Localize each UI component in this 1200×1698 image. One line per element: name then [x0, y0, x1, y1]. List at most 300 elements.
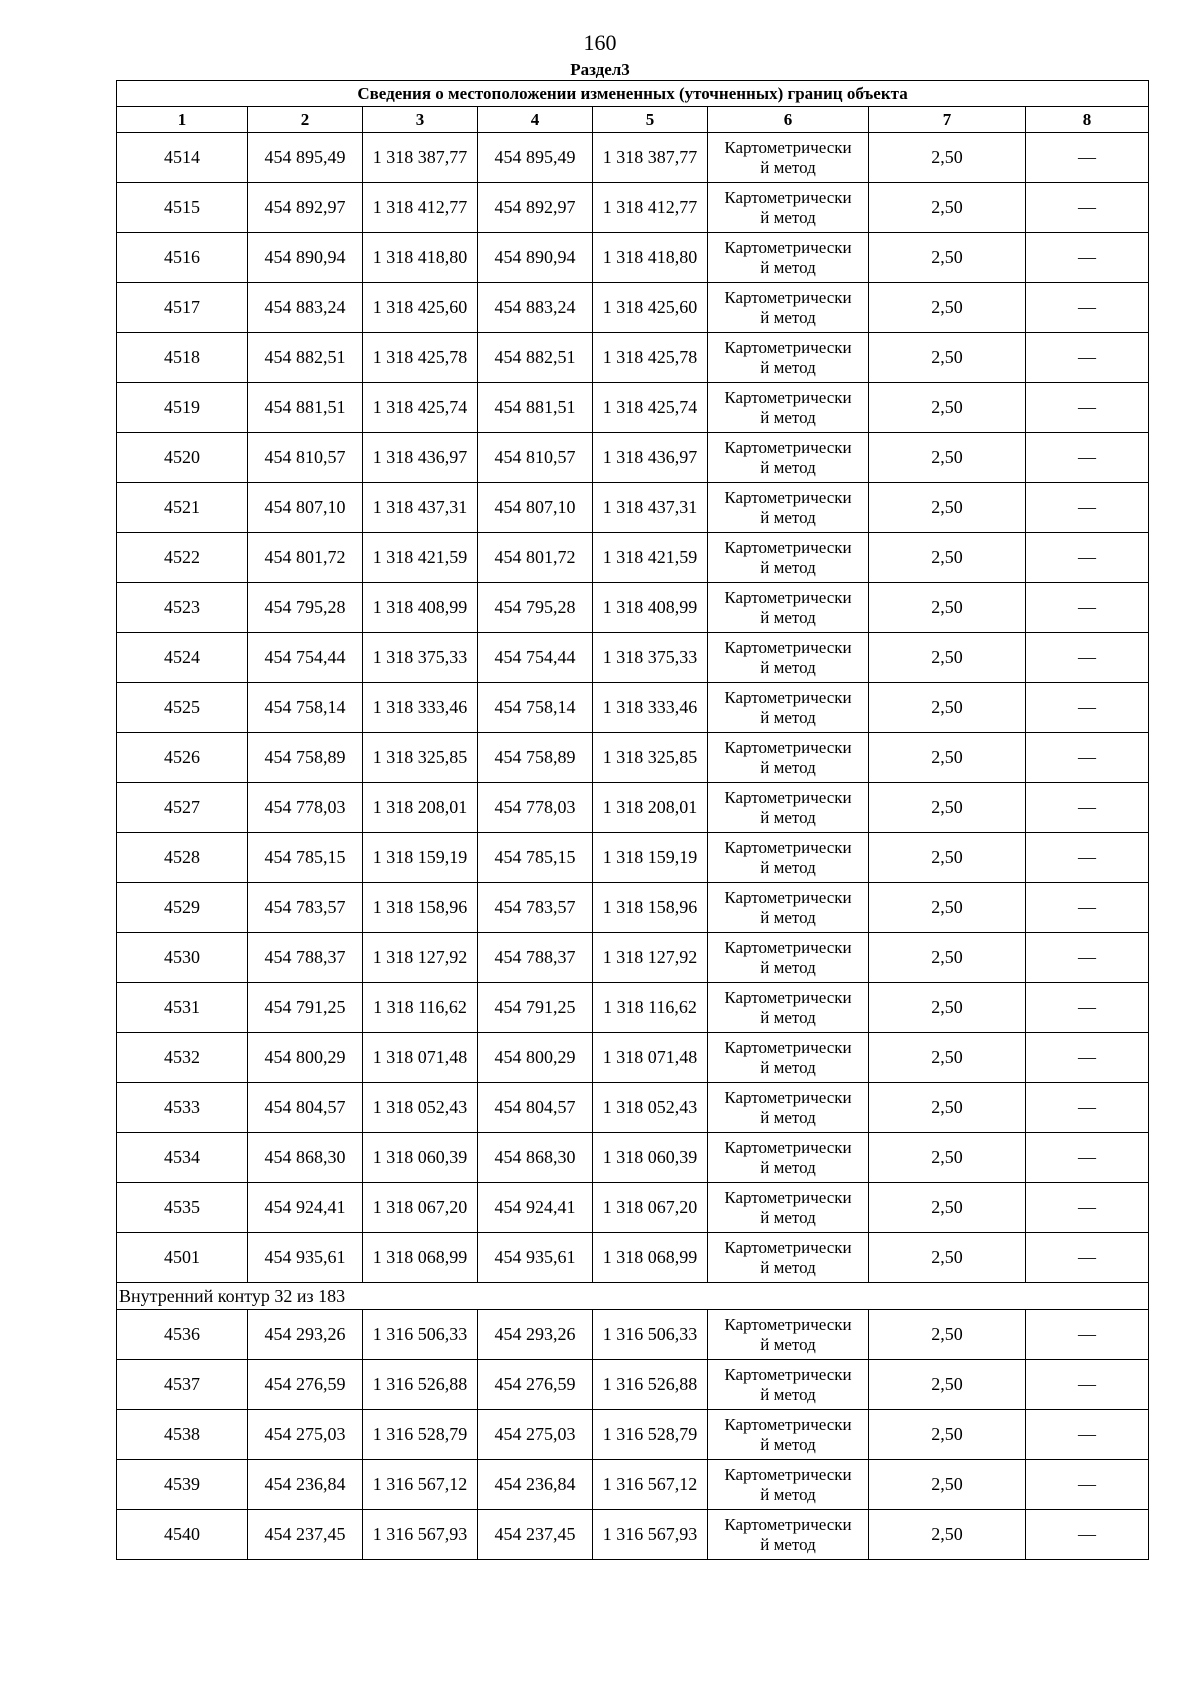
x-old-cell: 454 807,10	[248, 483, 363, 533]
point-number-cell: 4525	[117, 683, 248, 733]
x-old-cell: 454 758,89	[248, 733, 363, 783]
method-line-1: Картометрически	[724, 887, 852, 907]
note-cell: —	[1026, 683, 1149, 733]
note-cell: —	[1026, 433, 1149, 483]
y-old-cell: 1 318 408,99	[363, 583, 478, 633]
method-line-2: й метод	[760, 1484, 816, 1504]
method-line-2: й метод	[760, 407, 816, 427]
note-cell: —	[1026, 1233, 1149, 1283]
point-number-cell: 4540	[117, 1510, 248, 1560]
method-line-1: Картометрически	[724, 937, 852, 957]
table-title: Сведения о местоположении измененных (уточненных) границ объекта	[117, 81, 1149, 107]
table-row	[117, 1183, 1149, 1233]
method-line-1: Картометрически	[724, 1237, 852, 1257]
y-old-cell: 1 318 068,99	[363, 1233, 478, 1283]
y-old-cell: 1 318 418,80	[363, 233, 478, 283]
note-cell: —	[1026, 1510, 1149, 1560]
y-new-cell: 1 318 052,43	[593, 1083, 708, 1133]
x-new-cell: 454 236,84	[478, 1460, 593, 1510]
y-old-cell: 1 318 158,96	[363, 883, 478, 933]
note-cell: —	[1026, 283, 1149, 333]
point-number-cell: 4521	[117, 483, 248, 533]
method-line-1: Картометрически	[724, 1037, 852, 1057]
y-old-cell: 1 318 067,20	[363, 1183, 478, 1233]
method-line-2: й метод	[760, 607, 816, 627]
method-cell	[708, 383, 869, 433]
method-cell	[708, 583, 869, 633]
note-cell: —	[1026, 1183, 1149, 1233]
method-line-1: Картометрически	[724, 687, 852, 707]
x-old-cell: 454 935,61	[248, 1233, 363, 1283]
y-new-cell: 1 318 067,20	[593, 1183, 708, 1233]
x-new-cell: 454 791,25	[478, 983, 593, 1033]
y-new-cell: 1 318 408,99	[593, 583, 708, 633]
method-line-2: й метод	[760, 757, 816, 777]
method-cell	[708, 833, 869, 883]
x-new-cell: 454 882,51	[478, 333, 593, 383]
note-cell: —	[1026, 1033, 1149, 1083]
method-line-2: й метод	[760, 157, 816, 177]
accuracy-cell: 2,50	[869, 233, 1026, 283]
table-row	[117, 1133, 1149, 1183]
table-row	[117, 1360, 1149, 1410]
x-new-cell: 454 754,44	[478, 633, 593, 683]
point-number-cell: 4537	[117, 1360, 248, 1410]
y-new-cell: 1 316 567,12	[593, 1460, 708, 1510]
y-old-cell: 1 318 425,74	[363, 383, 478, 433]
x-old-cell: 454 890,94	[248, 233, 363, 283]
note-cell: —	[1026, 333, 1149, 383]
note-cell: —	[1026, 1410, 1149, 1460]
y-old-cell: 1 318 436,97	[363, 433, 478, 483]
method-cell	[708, 1083, 869, 1133]
point-number-cell: 4529	[117, 883, 248, 933]
x-old-cell: 454 795,28	[248, 583, 363, 633]
method-cell	[708, 433, 869, 483]
method-line-2: й метод	[760, 1107, 816, 1127]
x-new-cell: 454 807,10	[478, 483, 593, 533]
method-line-2: й метод	[760, 1207, 816, 1227]
method-cell	[708, 1310, 869, 1360]
method-cell	[708, 1460, 869, 1510]
x-new-cell: 454 795,28	[478, 583, 593, 633]
coordinates-table	[116, 80, 1149, 1560]
accuracy-cell: 2,50	[869, 1510, 1026, 1560]
y-new-cell: 1 316 526,88	[593, 1360, 708, 1410]
x-new-cell: 454 801,72	[478, 533, 593, 583]
x-new-cell: 454 785,15	[478, 833, 593, 883]
x-new-cell: 454 883,24	[478, 283, 593, 333]
x-old-cell: 454 801,72	[248, 533, 363, 583]
y-new-cell: 1 318 421,59	[593, 533, 708, 583]
y-new-cell: 1 318 425,74	[593, 383, 708, 433]
accuracy-cell: 2,50	[869, 433, 1026, 483]
x-old-cell: 454 788,37	[248, 933, 363, 983]
y-new-cell: 1 318 425,60	[593, 283, 708, 333]
note-cell: —	[1026, 1083, 1149, 1133]
method-line-1: Картометрически	[724, 237, 852, 257]
note-cell: —	[1026, 783, 1149, 833]
method-cell	[708, 183, 869, 233]
method-line-2: й метод	[760, 1257, 816, 1277]
table-row	[117, 933, 1149, 983]
method-cell	[708, 333, 869, 383]
note-cell: —	[1026, 533, 1149, 583]
accuracy-cell: 2,50	[869, 983, 1026, 1033]
method-cell	[708, 683, 869, 733]
method-line-2: й метод	[760, 507, 816, 527]
x-new-cell: 454 237,45	[478, 1510, 593, 1560]
accuracy-cell: 2,50	[869, 1460, 1026, 1510]
accuracy-cell: 2,50	[869, 733, 1026, 783]
note-cell: —	[1026, 1133, 1149, 1183]
note-cell: —	[1026, 583, 1149, 633]
table-row	[117, 1310, 1149, 1360]
method-cell	[708, 483, 869, 533]
point-number-cell: 4522	[117, 533, 248, 583]
column-number-header: 6	[708, 107, 869, 133]
column-number-header: 7	[869, 107, 1026, 133]
method-cell	[708, 1183, 869, 1233]
method-line-1: Картометрически	[724, 287, 852, 307]
y-new-cell: 1 316 506,33	[593, 1310, 708, 1360]
y-new-cell: 1 318 375,33	[593, 633, 708, 683]
x-new-cell: 454 890,94	[478, 233, 593, 283]
column-numbers-row	[117, 107, 1149, 133]
x-old-cell: 454 881,51	[248, 383, 363, 433]
method-line-2: й метод	[760, 957, 816, 977]
point-number-cell: 4535	[117, 1183, 248, 1233]
x-old-cell: 454 868,30	[248, 1133, 363, 1183]
point-number-cell: 4520	[117, 433, 248, 483]
x-old-cell: 454 275,03	[248, 1410, 363, 1460]
table-row	[117, 733, 1149, 783]
x-new-cell: 454 800,29	[478, 1033, 593, 1083]
y-old-cell: 1 318 437,31	[363, 483, 478, 533]
point-number-cell: 4515	[117, 183, 248, 233]
method-cell	[708, 733, 869, 783]
y-old-cell: 1 318 412,77	[363, 183, 478, 233]
y-old-cell: 1 318 208,01	[363, 783, 478, 833]
y-new-cell: 1 318 116,62	[593, 983, 708, 1033]
method-line-1: Картометрически	[724, 1314, 852, 1334]
x-new-cell: 454 275,03	[478, 1410, 593, 1460]
method-line-2: й метод	[760, 1007, 816, 1027]
y-old-cell: 1 318 375,33	[363, 633, 478, 683]
y-old-cell: 1 318 071,48	[363, 1033, 478, 1083]
method-line-1: Картометрически	[724, 337, 852, 357]
method-cell	[708, 1233, 869, 1283]
accuracy-cell: 2,50	[869, 333, 1026, 383]
method-line-2: й метод	[760, 707, 816, 727]
table-row	[117, 1083, 1149, 1133]
column-number-header: 4	[478, 107, 593, 133]
note-cell: —	[1026, 133, 1149, 183]
method-line-1: Картометрически	[724, 1087, 852, 1107]
method-line-2: й метод	[760, 557, 816, 577]
y-old-cell: 1 318 387,77	[363, 133, 478, 183]
x-old-cell: 454 778,03	[248, 783, 363, 833]
note-cell: —	[1026, 983, 1149, 1033]
note-cell: —	[1026, 1360, 1149, 1410]
point-number-cell: 4516	[117, 233, 248, 283]
accuracy-cell: 2,50	[869, 1410, 1026, 1460]
contour-label: Внутренний контур 32 из 183	[117, 1283, 1149, 1310]
method-cell	[708, 533, 869, 583]
table-row	[117, 683, 1149, 733]
x-new-cell: 454 881,51	[478, 383, 593, 433]
x-old-cell: 454 293,26	[248, 1310, 363, 1360]
method-line-1: Картометрически	[724, 1514, 852, 1534]
x-old-cell: 454 892,97	[248, 183, 363, 233]
table-row	[117, 983, 1149, 1033]
point-number-cell: 4523	[117, 583, 248, 633]
column-number-header: 8	[1026, 107, 1149, 133]
note-cell: —	[1026, 483, 1149, 533]
x-old-cell: 454 924,41	[248, 1183, 363, 1233]
x-old-cell: 454 883,24	[248, 283, 363, 333]
y-old-cell: 1 318 116,62	[363, 983, 478, 1033]
accuracy-cell: 2,50	[869, 833, 1026, 883]
method-line-2: й метод	[760, 1334, 816, 1354]
point-number-cell: 4531	[117, 983, 248, 1033]
accuracy-cell: 2,50	[869, 1310, 1026, 1360]
table-row	[117, 1510, 1149, 1560]
note-cell: —	[1026, 1460, 1149, 1510]
contour-label-row	[117, 1283, 1149, 1310]
x-new-cell: 454 935,61	[478, 1233, 593, 1283]
column-number-header: 3	[363, 107, 478, 133]
method-line-2: й метод	[760, 657, 816, 677]
method-line-1: Картометрически	[724, 137, 852, 157]
y-old-cell: 1 316 567,12	[363, 1460, 478, 1510]
accuracy-cell: 2,50	[869, 583, 1026, 633]
x-new-cell: 454 778,03	[478, 783, 593, 833]
method-cell	[708, 1510, 869, 1560]
y-old-cell: 1 316 528,79	[363, 1410, 478, 1460]
method-line-1: Картометрически	[724, 437, 852, 457]
accuracy-cell: 2,50	[869, 483, 1026, 533]
y-old-cell: 1 318 333,46	[363, 683, 478, 733]
note-cell: —	[1026, 833, 1149, 883]
y-new-cell: 1 318 127,92	[593, 933, 708, 983]
table-row	[117, 133, 1149, 183]
point-number-cell: 4530	[117, 933, 248, 983]
point-number-cell: 4519	[117, 383, 248, 433]
accuracy-cell: 2,50	[869, 533, 1026, 583]
point-number-cell: 4526	[117, 733, 248, 783]
method-line-1: Картометрически	[724, 187, 852, 207]
method-cell	[708, 133, 869, 183]
method-cell	[708, 283, 869, 333]
x-old-cell: 454 895,49	[248, 133, 363, 183]
y-old-cell: 1 316 506,33	[363, 1310, 478, 1360]
method-line-2: й метод	[760, 807, 816, 827]
x-old-cell: 454 783,57	[248, 883, 363, 933]
method-line-1: Картометрически	[724, 1414, 852, 1434]
point-number-cell: 4517	[117, 283, 248, 333]
x-old-cell: 454 804,57	[248, 1083, 363, 1133]
x-new-cell: 454 924,41	[478, 1183, 593, 1233]
accuracy-cell: 2,50	[869, 383, 1026, 433]
x-new-cell: 454 804,57	[478, 1083, 593, 1133]
method-line-1: Картометрически	[724, 587, 852, 607]
x-old-cell: 454 276,59	[248, 1360, 363, 1410]
point-number-cell: 4528	[117, 833, 248, 883]
point-number-cell: 4524	[117, 633, 248, 683]
point-number-cell: 4514	[117, 133, 248, 183]
y-old-cell: 1 318 425,78	[363, 333, 478, 383]
x-old-cell: 454 785,15	[248, 833, 363, 883]
method-line-2: й метод	[760, 1057, 816, 1077]
table-row	[117, 533, 1149, 583]
y-new-cell: 1 316 567,93	[593, 1510, 708, 1560]
y-old-cell: 1 318 060,39	[363, 1133, 478, 1183]
x-new-cell: 454 788,37	[478, 933, 593, 983]
column-number-header: 2	[248, 107, 363, 133]
y-new-cell: 1 318 425,78	[593, 333, 708, 383]
method-line-2: й метод	[760, 1157, 816, 1177]
x-old-cell: 454 800,29	[248, 1033, 363, 1083]
method-line-1: Картометрически	[724, 537, 852, 557]
point-number-cell: 4532	[117, 1033, 248, 1083]
method-cell	[708, 883, 869, 933]
x-new-cell: 454 892,97	[478, 183, 593, 233]
method-cell	[708, 1360, 869, 1410]
accuracy-cell: 2,50	[869, 1360, 1026, 1410]
y-new-cell: 1 318 071,48	[593, 1033, 708, 1083]
y-new-cell: 1 318 387,77	[593, 133, 708, 183]
x-new-cell: 454 783,57	[478, 883, 593, 933]
y-new-cell: 1 318 437,31	[593, 483, 708, 533]
table-row	[117, 1233, 1149, 1283]
column-number-header: 5	[593, 107, 708, 133]
method-line-2: й метод	[760, 907, 816, 927]
column-number-header: 1	[117, 107, 248, 133]
accuracy-cell: 2,50	[869, 633, 1026, 683]
method-line-2: й метод	[760, 1434, 816, 1454]
method-line-1: Картометрически	[724, 387, 852, 407]
x-old-cell: 454 236,84	[248, 1460, 363, 1510]
point-number-cell: 4533	[117, 1083, 248, 1133]
x-new-cell: 454 758,89	[478, 733, 593, 783]
x-old-cell: 454 882,51	[248, 333, 363, 383]
method-line-2: й метод	[760, 857, 816, 877]
point-number-cell: 4534	[117, 1133, 248, 1183]
y-new-cell: 1 318 325,85	[593, 733, 708, 783]
accuracy-cell: 2,50	[869, 1033, 1026, 1083]
note-cell: —	[1026, 733, 1149, 783]
accuracy-cell: 2,50	[869, 1133, 1026, 1183]
method-line-1: Картометрически	[724, 987, 852, 1007]
note-cell: —	[1026, 633, 1149, 683]
method-line-2: й метод	[760, 207, 816, 227]
method-line-2: й метод	[760, 357, 816, 377]
y-new-cell: 1 318 418,80	[593, 233, 708, 283]
method-line-1: Картометрически	[724, 737, 852, 757]
method-line-2: й метод	[760, 457, 816, 477]
accuracy-cell: 2,50	[869, 933, 1026, 983]
table-row	[117, 483, 1149, 533]
method-cell	[708, 233, 869, 283]
table-row	[117, 333, 1149, 383]
method-cell	[708, 933, 869, 983]
x-new-cell: 454 895,49	[478, 133, 593, 183]
y-new-cell: 1 316 528,79	[593, 1410, 708, 1460]
table-row	[117, 1460, 1149, 1510]
y-new-cell: 1 318 158,96	[593, 883, 708, 933]
note-cell: —	[1026, 883, 1149, 933]
table-row	[117, 783, 1149, 833]
method-line-2: й метод	[760, 257, 816, 277]
y-old-cell: 1 318 159,19	[363, 833, 478, 883]
point-number-cell: 4518	[117, 333, 248, 383]
x-old-cell: 454 237,45	[248, 1510, 363, 1560]
method-line-1: Картометрически	[724, 787, 852, 807]
table-row	[117, 233, 1149, 283]
method-line-1: Картометрически	[724, 1137, 852, 1157]
accuracy-cell: 2,50	[869, 1083, 1026, 1133]
table-row	[117, 1033, 1149, 1083]
method-cell	[708, 783, 869, 833]
note-cell: —	[1026, 933, 1149, 983]
method-line-1: Картометрически	[724, 1464, 852, 1484]
method-cell	[708, 1033, 869, 1083]
y-old-cell: 1 316 567,93	[363, 1510, 478, 1560]
method-line-1: Картометрически	[724, 837, 852, 857]
method-cell	[708, 1133, 869, 1183]
y-old-cell: 1 318 425,60	[363, 283, 478, 333]
x-new-cell: 454 868,30	[478, 1133, 593, 1183]
x-new-cell: 454 276,59	[478, 1360, 593, 1410]
method-line-1: Картометрически	[724, 1364, 852, 1384]
y-old-cell: 1 318 127,92	[363, 933, 478, 983]
table-row	[117, 433, 1149, 483]
point-number-cell: 4501	[117, 1233, 248, 1283]
point-number-cell: 4539	[117, 1460, 248, 1510]
table-row	[117, 833, 1149, 883]
method-line-1: Картометрически	[724, 487, 852, 507]
y-old-cell: 1 318 421,59	[363, 533, 478, 583]
table-row	[117, 583, 1149, 633]
point-number-cell: 4538	[117, 1410, 248, 1460]
accuracy-cell: 2,50	[869, 883, 1026, 933]
accuracy-cell: 2,50	[869, 1233, 1026, 1283]
method-cell	[708, 633, 869, 683]
accuracy-cell: 2,50	[869, 783, 1026, 833]
point-number-cell: 4527	[117, 783, 248, 833]
x-new-cell: 454 758,14	[478, 683, 593, 733]
section-title: Раздел3	[570, 60, 630, 79]
y-new-cell: 1 318 060,39	[593, 1133, 708, 1183]
note-cell: —	[1026, 383, 1149, 433]
table-row	[117, 283, 1149, 333]
y-old-cell: 1 316 526,88	[363, 1360, 478, 1410]
method-cell	[708, 983, 869, 1033]
table-body	[117, 133, 1149, 1560]
table-row	[117, 183, 1149, 233]
table-row	[117, 383, 1149, 433]
x-new-cell: 454 293,26	[478, 1310, 593, 1360]
x-old-cell: 454 758,14	[248, 683, 363, 733]
table-row	[117, 883, 1149, 933]
page-number: 160	[583, 30, 617, 55]
y-new-cell: 1 318 159,19	[593, 833, 708, 883]
y-old-cell: 1 318 325,85	[363, 733, 478, 783]
x-new-cell: 454 810,57	[478, 433, 593, 483]
y-new-cell: 1 318 068,99	[593, 1233, 708, 1283]
method-cell	[708, 1410, 869, 1460]
